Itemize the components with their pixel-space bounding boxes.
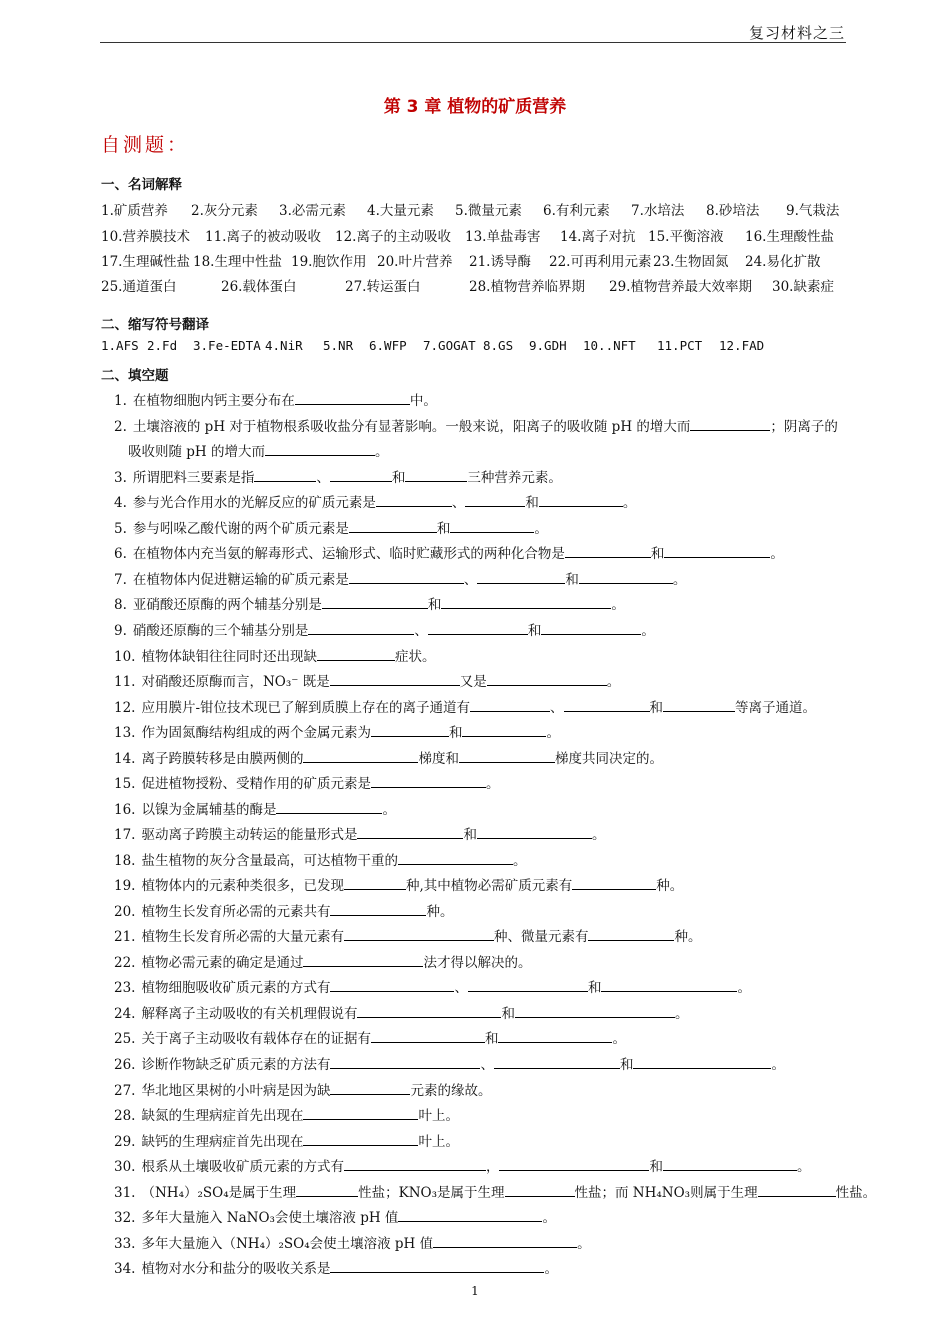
term-item: 8.砂培法 — [706, 203, 760, 219]
question-number: 29. — [114, 1134, 136, 1150]
answer-blank[interactable] — [477, 570, 565, 584]
question-number: 6. — [114, 546, 127, 562]
question-text: ；阴离子的 — [770, 419, 838, 435]
answer-blank[interactable] — [499, 1157, 649, 1171]
term-item: 19.胞饮作用 — [291, 254, 367, 270]
answer-blank[interactable] — [371, 1029, 485, 1043]
question-text: 作为固氮酶结构组成的两个金属元素为 — [141, 725, 371, 741]
question-text: 、 — [550, 700, 564, 716]
abbreviation-item: 3.Fe-EDTA — [193, 338, 261, 353]
question-text: 。 — [771, 1057, 785, 1073]
answer-blank[interactable] — [296, 1183, 358, 1197]
question-item — [114, 874, 683, 894]
page-number: 1 — [471, 1284, 479, 1298]
question-text: 离子跨膜转移是由膜两侧的 — [141, 751, 304, 767]
term-item: 9.气栽法 — [786, 203, 840, 219]
question-text: 多年大量施入 NaNO₃会使土壤溶液 pH 值 — [141, 1210, 399, 1226]
answer-blank[interactable] — [541, 621, 641, 635]
question-item — [114, 645, 435, 665]
question-number: 15. — [114, 776, 136, 792]
answer-blank[interactable] — [539, 493, 623, 507]
question-item — [114, 1232, 591, 1252]
answer-blank[interactable] — [330, 1259, 544, 1273]
question-text: 植物体缺钼往往同时还出现缺 — [141, 649, 317, 665]
question-text: 在植物体内促进糖运输的矿质元素是 — [132, 572, 349, 588]
term-item: 3.必需元素 — [279, 203, 346, 219]
question-text: 。 — [796, 1159, 811, 1175]
self-test-heading: 自测题： — [101, 134, 190, 156]
answer-blank[interactable] — [441, 595, 611, 609]
question-text: 三种营养元素。 — [467, 470, 562, 486]
question-item — [114, 593, 625, 613]
question-text: 植物细胞吸收矿质元素的方式有 — [141, 980, 331, 996]
answer-blank[interactable] — [477, 825, 592, 839]
answer-blank[interactable] — [462, 723, 546, 737]
answer-blank[interactable] — [450, 519, 534, 533]
question-item — [114, 466, 562, 486]
question-item — [114, 1053, 785, 1073]
answer-blank[interactable] — [317, 647, 395, 661]
question-item — [114, 721, 560, 741]
question-text: 。 — [606, 674, 621, 690]
answer-blank[interactable] — [487, 672, 607, 686]
answer-blank[interactable] — [254, 468, 316, 482]
question-text: 。 — [546, 725, 560, 741]
abbreviation-item: 5.NR — [323, 338, 354, 353]
answer-blank[interactable] — [465, 493, 525, 507]
question-item — [114, 798, 396, 818]
section-terms-heading: 一、名词解释 — [101, 177, 182, 193]
term-item: 21.诱导酶 — [469, 254, 531, 270]
question-text: 和 — [436, 521, 451, 537]
answer-blank[interactable] — [303, 749, 418, 763]
question-text: 种。 — [426, 904, 454, 920]
question-item — [114, 951, 531, 971]
answer-blank[interactable] — [344, 927, 494, 941]
question-text: 元素的缘故。 — [410, 1083, 492, 1099]
question-text: 缺氮的生理病症首先出现在 — [141, 1108, 304, 1124]
question-text: 。 — [612, 1031, 626, 1047]
question-text: 种。 — [656, 878, 684, 894]
terms-line — [101, 225, 845, 245]
question-text: 在植物细胞内钙主要分布在 — [132, 393, 295, 409]
answer-blank[interactable] — [498, 1029, 612, 1043]
term-item: 30.缺素症 — [772, 279, 834, 295]
term-item: 18.生理中性盐 — [193, 254, 282, 270]
answer-blank[interactable] — [330, 672, 460, 686]
abbreviation-item: 6.WFP — [369, 338, 407, 353]
question-text: 。 — [485, 776, 500, 792]
question-text: 、 — [414, 623, 428, 639]
term-item: 17.生理碱性盐 — [101, 254, 190, 270]
question-number: 1. — [114, 393, 127, 409]
question-text: ， — [485, 1159, 500, 1175]
term-item: 14.离子对抗 — [560, 229, 636, 245]
answer-blank[interactable] — [303, 1132, 418, 1146]
abbreviation-item: 1.AFS — [101, 338, 139, 353]
question-text: 和 — [619, 1057, 634, 1073]
question-item — [114, 1155, 810, 1175]
question-text: 。 — [382, 802, 396, 818]
question-number: 16. — [114, 802, 136, 818]
question-text: 和 — [649, 1159, 663, 1175]
question-text: 。 — [674, 1006, 689, 1022]
question-text: 和 — [527, 623, 542, 639]
question-item — [114, 491, 636, 511]
question-text: 梯度共同决定的。 — [554, 751, 663, 767]
question-text: 和 — [391, 470, 406, 486]
question-text: 。 — [512, 853, 527, 869]
question-number: 27. — [114, 1083, 136, 1099]
question-number: 22. — [114, 955, 136, 971]
header-label: 复习材料之三 — [748, 24, 845, 42]
question-item — [114, 1130, 459, 1150]
question-text: 缺钙的生理病症首先出现在 — [141, 1134, 304, 1150]
question-text: 叶上。 — [418, 1134, 459, 1150]
answer-blank[interactable] — [349, 570, 464, 584]
question-text: 植物生长发育所必需的大量元素有 — [141, 929, 344, 945]
answer-blank[interactable] — [308, 621, 414, 635]
term-item: 29.植物营养最大效率期 — [609, 279, 752, 295]
abbreviation-item: 8.GS — [483, 338, 514, 353]
question-text: 植物必需元素的确定是通过 — [141, 955, 304, 971]
answer-blank[interactable] — [295, 391, 410, 405]
question-item — [114, 849, 526, 869]
question-text: 植物生长发育所必需的元素共有 — [141, 904, 331, 920]
term-item: 12.离子的主动吸收 — [335, 229, 451, 245]
question-text: 症状。 — [394, 649, 436, 665]
answer-blank[interactable] — [330, 1081, 410, 1095]
question-text: 土壤溶液的 pH 对于植物根系吸收盐分有显著影响。一般来说，阳离子的吸收随 pH 的增大而 — [132, 419, 691, 435]
answer-blank[interactable] — [663, 698, 735, 712]
answer-blank[interactable] — [276, 800, 382, 814]
question-number: 12. — [114, 700, 136, 716]
answer-blank[interactable] — [303, 1106, 418, 1120]
term-item: 2.灰分元素 — [191, 203, 258, 219]
question-number: 8. — [114, 597, 127, 613]
term-item: 11.离子的被动吸收 — [205, 229, 321, 245]
term-item: 13.单盐毒害 — [465, 229, 541, 245]
answer-blank[interactable] — [322, 595, 428, 609]
answer-blank[interactable] — [349, 519, 437, 533]
question-number: 4. — [114, 495, 127, 511]
question-item — [114, 1206, 556, 1226]
term-item: 1.矿质营养 — [101, 203, 168, 219]
answer-blank[interactable] — [565, 544, 651, 558]
question-number: 32. — [114, 1210, 136, 1226]
question-text: 种。 — [674, 929, 702, 945]
question-item — [114, 747, 663, 767]
question-number: 7. — [114, 572, 127, 588]
question-text: 驱动离子跨膜主动转运的能量形式是 — [141, 827, 358, 843]
answer-blank[interactable] — [330, 1055, 480, 1069]
question-text: 和 — [501, 1006, 515, 1022]
question-text: 。 — [542, 1210, 556, 1226]
question-number: 9. — [114, 623, 127, 639]
question-text: 多年大量施入（NH₄）₂SO₄会使土壤溶液 pH 值 — [141, 1236, 434, 1252]
question-item — [114, 670, 620, 690]
answer-blank[interactable] — [601, 978, 737, 992]
header-rule — [100, 42, 846, 43]
answer-blank[interactable] — [303, 953, 423, 967]
question-text: 叶上。 — [418, 1108, 459, 1124]
question-item — [114, 696, 816, 716]
question-item — [114, 925, 701, 945]
terms-line — [101, 250, 835, 270]
question-number: 23. — [114, 980, 136, 996]
question-text: 吸收则随 pH 的增大而 — [128, 444, 265, 460]
term-item: 5.微量元素 — [455, 203, 522, 219]
answer-blank[interactable] — [664, 544, 770, 558]
question-text: 性盐；KNO₃是属于生理 — [358, 1185, 505, 1201]
question-item — [114, 619, 655, 639]
question-item — [114, 1257, 558, 1277]
question-text: 中。 — [409, 393, 437, 409]
question-number: 33. — [114, 1236, 136, 1252]
term-item: 28.植物营养临界期 — [469, 279, 585, 295]
abbreviation-item: 4.NiR — [265, 338, 303, 353]
question-item — [114, 976, 751, 996]
answer-blank[interactable] — [633, 1055, 771, 1069]
answer-blank[interactable] — [357, 1004, 501, 1018]
question-text: 促进植物授粉、受精作用的矿质元素是 — [141, 776, 371, 792]
answer-blank[interactable] — [357, 825, 463, 839]
term-item: 23.生物固氮 — [653, 254, 729, 270]
answer-blank[interactable] — [371, 723, 449, 737]
question-text: 和 — [427, 597, 442, 613]
question-number: 5. — [114, 521, 127, 537]
question-text: 华北地区果树的小叶病是因为缺 — [141, 1083, 331, 1099]
question-number: 26. — [114, 1057, 136, 1073]
question-text: 。 — [534, 521, 548, 537]
question-item — [114, 1002, 688, 1022]
abbreviation-item: 7.GOGAT — [423, 338, 476, 353]
question-number: 11. — [114, 674, 136, 690]
question-number: 13. — [114, 725, 136, 741]
question-item — [114, 1181, 876, 1201]
question-text: 亚硝酸还原酶的两个辅基分别是 — [132, 597, 322, 613]
question-number: 14. — [114, 751, 136, 767]
question-text: 。 — [672, 572, 687, 588]
question-item — [114, 568, 686, 588]
answer-blank[interactable] — [428, 621, 528, 635]
question-text: 参与吲哚乙酸代谢的两个矿质元素是 — [132, 521, 349, 537]
question-text: 、 — [463, 572, 478, 588]
question-text: 植物对水分和盐分的吸收关系是 — [141, 1261, 331, 1277]
question-text: 。 — [591, 827, 606, 843]
term-item: 15.平衡溶液 — [648, 229, 724, 245]
question-text: 所谓肥料三要素是指 — [132, 470, 255, 486]
abbreviation-item: 11.PCT — [657, 338, 703, 353]
question-text: 植物体内的元素种类很多，已发现 — [141, 878, 344, 894]
question-text: （NH₄）₂SO₄是属于生理 — [141, 1185, 297, 1201]
question-item — [114, 1027, 626, 1047]
question-text: 应用膜片-钳位技术现已了解到质膜上存在的离子通道有 — [141, 700, 471, 716]
answer-blank[interactable] — [344, 1157, 486, 1171]
question-text: 以镍为金属辅基的酶是 — [141, 802, 277, 818]
question-text: 性盐；而 NH₄NO₃则属于生理 — [574, 1185, 758, 1201]
term-item: 16.生理酸性盐 — [745, 229, 834, 245]
question-text: 和 — [525, 495, 539, 511]
question-number: 18. — [114, 853, 136, 869]
question-item — [114, 389, 437, 409]
question-number: 25. — [114, 1031, 136, 1047]
question-text: 根系从土壤吸收矿质元素的方式有 — [141, 1159, 344, 1175]
question-number: 17. — [114, 827, 136, 843]
terms-line — [101, 275, 852, 295]
answer-blank[interactable] — [398, 851, 513, 865]
question-number: 21. — [114, 929, 136, 945]
question-text: 。 — [577, 1236, 591, 1252]
term-item: 26.载体蛋白 — [221, 279, 297, 295]
question-item — [114, 415, 838, 435]
question-text: 梯度和 — [418, 751, 459, 767]
term-item: 25.通道蛋白 — [101, 279, 177, 295]
question-item — [114, 900, 453, 920]
question-text: 关于离子主动吸收有载体存在的证据有 — [141, 1031, 371, 1047]
answer-blank[interactable] — [505, 1183, 575, 1197]
question-text: 。 — [737, 980, 751, 996]
question-text: 解释离子主动吸收的有关机理假说有 — [141, 1006, 358, 1022]
question-text: 、 — [480, 1057, 494, 1073]
question-number: 30. — [114, 1159, 136, 1175]
answer-blank[interactable] — [330, 902, 426, 916]
answer-blank[interactable] — [405, 468, 467, 482]
question-text: 和 — [448, 725, 463, 741]
question-text: 和 — [587, 980, 602, 996]
question-item — [114, 517, 548, 537]
question-number: 24. — [114, 1006, 136, 1022]
question-text: 对硝酸还原酶而言，NO₃⁻ 既是 — [141, 674, 330, 690]
question-text: 性盐。 — [835, 1185, 877, 1201]
term-item: 22.可再利用元素 — [549, 254, 652, 270]
section-fill-heading: 二、填空题 — [101, 368, 169, 384]
answer-blank[interactable] — [344, 876, 406, 890]
question-text: 。 — [622, 495, 637, 511]
question-text: 。 — [641, 623, 655, 639]
question-text: 诊断作物缺乏矿质元素的方法有 — [141, 1057, 331, 1073]
term-item: 24.易化扩散 — [745, 254, 821, 270]
question-number: 28. — [114, 1108, 136, 1124]
question-text: 和 — [463, 827, 477, 843]
answer-blank[interactable] — [494, 1055, 620, 1069]
question-item — [114, 1079, 491, 1099]
question-text: 。 — [770, 546, 784, 562]
question-number: 10. — [114, 649, 136, 665]
question-item — [114, 1104, 459, 1124]
answer-blank[interactable] — [371, 774, 486, 788]
answer-blank[interactable] — [690, 417, 770, 431]
answer-blank[interactable] — [758, 1183, 836, 1197]
question-text: 和 — [649, 700, 664, 716]
answer-blank[interactable] — [330, 468, 392, 482]
question-item — [128, 440, 389, 460]
question-text: 。 — [375, 444, 389, 460]
question-number: 20. — [114, 904, 136, 920]
question-text: 。 — [611, 597, 625, 613]
question-number: 3. — [114, 470, 127, 486]
question-item — [114, 772, 499, 792]
question-text: 和 — [484, 1031, 499, 1047]
answer-blank[interactable] — [459, 749, 555, 763]
answer-blank[interactable] — [468, 978, 588, 992]
question-item — [114, 542, 784, 562]
question-text: 和 — [650, 546, 665, 562]
section-abbr-heading: 二、缩写符号翻译 — [101, 317, 209, 333]
terms-line — [101, 199, 856, 219]
question-text: 等离子通道。 — [735, 700, 817, 716]
question-text: 在植物体内充当氨的解毒形式、运输形式、临时贮藏形式的两种化合物是 — [132, 546, 565, 562]
question-number: 31. — [114, 1185, 136, 1201]
question-item — [114, 823, 605, 843]
term-item: 10.营养膜技术 — [101, 229, 190, 245]
term-item: 6.有利元素 — [543, 203, 610, 219]
answer-blank[interactable] — [265, 442, 375, 456]
abbreviation-list — [101, 338, 769, 353]
term-item: 4.大量元素 — [367, 203, 434, 219]
question-number: 34. — [114, 1261, 136, 1277]
question-text: 。 — [544, 1261, 558, 1277]
chapter-title: 第 3 章 植物的矿质营养 — [383, 97, 567, 117]
question-number: 19. — [114, 878, 136, 894]
answer-blank[interactable] — [579, 570, 673, 584]
abbreviation-item: 2.Fd — [147, 338, 178, 353]
answer-blank[interactable] — [588, 927, 674, 941]
abbreviation-item: 10..NFT — [583, 338, 636, 353]
term-item: 20.叶片营养 — [377, 254, 453, 270]
abbreviation-item: 12.FAD — [719, 338, 765, 353]
answer-blank[interactable] — [572, 876, 656, 890]
question-text: 、 — [451, 495, 466, 511]
question-text: 硝酸还原酶的三个辅基分别是 — [132, 623, 309, 639]
term-item: 27.转运蛋白 — [345, 279, 421, 295]
answer-blank[interactable] — [376, 493, 452, 507]
question-text: 种,其中植物必需矿质元素有 — [405, 878, 573, 894]
term-item: 7.水培法 — [631, 203, 685, 219]
question-text: 参与光合作用水的光解反应的矿质元素是 — [132, 495, 376, 511]
question-text: 法才得以解决的。 — [423, 955, 532, 971]
abbreviation-item: 9.GDH — [529, 338, 567, 353]
answer-blank[interactable] — [398, 1208, 542, 1222]
question-text: 种、微量元素有 — [493, 929, 589, 945]
question-text: 和 — [565, 572, 579, 588]
question-text: 、 — [316, 470, 330, 486]
answer-blank[interactable] — [470, 698, 550, 712]
answer-blank[interactable] — [433, 1234, 577, 1248]
question-text: 又是 — [459, 674, 487, 690]
question-number: 2. — [114, 419, 127, 435]
answer-blank[interactable] — [515, 1004, 675, 1018]
answer-blank[interactable] — [663, 1157, 797, 1171]
answer-blank[interactable] — [564, 698, 650, 712]
question-text: 盐生植物的灰分含量最高，可达植物干重的 — [141, 853, 398, 869]
answer-blank[interactable] — [330, 978, 454, 992]
question-text: 、 — [454, 980, 468, 996]
